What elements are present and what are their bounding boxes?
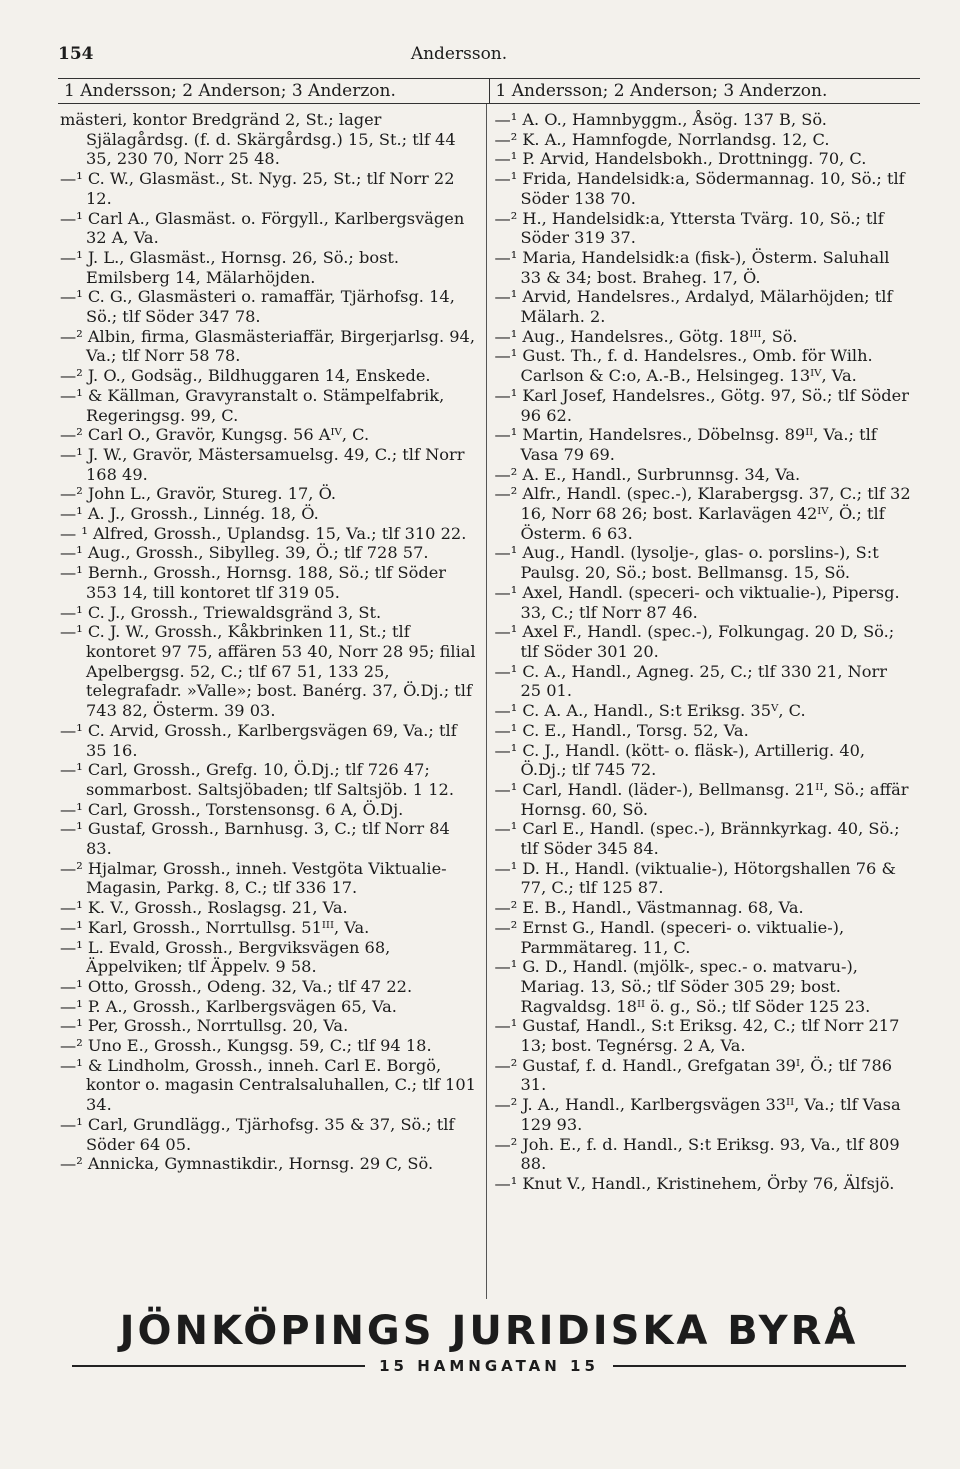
directory-entry: —² Uno E., Grossh., Kungsg. 59, C.; tlf 94 18.	[60, 1036, 432, 1056]
directory-entry: —¹ J. L., Glasmäst., Hornsg. 26, Sö.; bost. Emilsberg 14, Mälarhöjden.	[60, 247, 400, 287]
directory-entry: —¹ Karl Josef, Handelsres., Götg. 97, Sö.; tlf Söder 96 62.	[494, 385, 909, 425]
directory-entry: —¹ C. J., Grossh., Triewaldsgränd 3, St.	[60, 602, 382, 622]
directory-entry: mästeri, kontor Bredgränd 2, St.; lager Själagårdsg. (f. d. Skärgårdsg.) 15, St.; tlf 44 35, 230 70, Norr 25 48.	[60, 110, 456, 169]
directory-entry: —¹ Carl, Handl. (läder-), Bellmansg. 21ᴵᴵ, Sö.; affär Hornsg. 60, Sö.	[494, 779, 909, 819]
directory-entry: —² Albin, firma, Glasmästeriaffär, Birgerjarlsg. 94, Va.; tlf Norr 58 78.	[60, 326, 475, 366]
directory-entry: —¹ C. E., Handl., Torsg. 52, Va.	[494, 720, 749, 740]
directory-entry: —¹ C. J. W., Grossh., Kåkbrinken 11, St.; tlf kontoret 97 75, affären 53 40, Norr 28 95; filial Apelbergsg. 52, C.; tlf 67 51, 133 25, telegrafadr. »Valle»; bost. Banérg. 37, Ö.Dj.; tlf 743 82, Österm. 39 03.	[60, 622, 476, 721]
directory-entry: —² J. A., Handl., Karlbergsvägen 33ᴵᴵ, Va.; tlf Vasa 129 93.	[494, 1095, 901, 1134]
directory-entry: —² John L., Gravör, Stureg. 17, Ö.	[60, 484, 337, 504]
directory-entry: —¹ L. Evald, Grossh., Bergviksvägen 68, Äppelviken; tlf Äppelv. 9 58.	[60, 937, 391, 977]
directory-entry: —¹ C. W., Glasmäst., St. Nyg. 25, St.; tlf Norr 22 12.	[60, 169, 455, 208]
left-rule	[72, 1365, 365, 1367]
directory-entry: — ¹ Alfred, Grossh., Uplandsg. 15, Va.; tlf 310 22.	[60, 523, 467, 543]
running-head: Andersson.	[410, 44, 508, 64]
directory-entry: —¹ Knut V., Handl., Kristinehem, Örby 76, Älfsjö.	[494, 1173, 895, 1193]
column-headings	[58, 78, 920, 104]
directory-entry: —² Ernst G., Handl. (speceri- o. viktualie-), Parmmätareg. 11, C.	[494, 917, 845, 957]
directory-entry: —² J. O., Godsäg., Bildhuggaren 14, Enskede.	[60, 366, 431, 386]
directory-entry: —¹ Gustaf, Grossh., Barnhusg. 3, C.; tlf Norr 84 83.	[60, 819, 450, 859]
directory-entry: —¹ C. G., Glasmästeri o. ramaffär, Tjärhofsg. 14, Sö.; tlf Söder 347 78.	[60, 287, 455, 327]
directory-columns	[58, 104, 920, 1299]
directory-entry: —¹ Martin, Handelsres., Döbelnsg. 89ᴵᴵ, Va.; tlf Vasa 79 69.	[494, 425, 877, 464]
directory-entry: —¹ D. H., Handl. (viktualie-), Hötorgshallen 76 & 77, C.; tlf 125 87.	[494, 858, 896, 898]
directory-entry: —² A. E., Handl., Surbrunnsg. 34, Va.	[494, 464, 801, 484]
advert-address: 15 HAMNGATAN 15	[379, 1357, 599, 1375]
right-column	[487, 104, 921, 1299]
directory-entry: —¹ C. A. A., Handl., S:t Eriksg. 35ⱽ, C.	[494, 701, 806, 721]
directory-entry: —¹ Per, Grossh., Norrtullsg. 20, Va.	[60, 1016, 349, 1036]
directory-entry: —¹ P. Arvid, Handelsbokh., Drottningg. 70, C.	[494, 149, 867, 169]
directory-entry: —¹ Aug., Handl. (lysolje-, glas- o. porslins-), S:t Paulsg. 20, Sö.; bost. Bellmansg. 15, Sö.	[494, 543, 879, 583]
directory-entry: —¹ Karl, Grossh., Norrtullsg. 51ᴵᴵᴵ, Va.	[60, 917, 370, 937]
directory-entry: —¹ Otto, Grossh., Odeng. 32, Va.; tlf 47 22.	[60, 976, 413, 996]
directory-entry: —¹ Bernh., Grossh., Hornsg. 188, Sö.; tlf Söder 353 14, till kontoret tlf 319 05.	[60, 563, 447, 602]
directory-entry: —¹ Carl, Grossh., Grefg. 10, Ö.Dj.; tlf 726 47; sommarbost. Saltsjöbaden; tlf Saltsjöb. 1 12.	[60, 760, 454, 799]
directory-entry: —¹ Aug., Handelsres., Götg. 18ᴵᴵᴵ, Sö.	[494, 326, 798, 346]
directory-entry: —¹ Carl A., Glasmäst. o. Förgyll., Karlbergsvägen 32 A, Va.	[60, 208, 465, 248]
left-column	[58, 104, 487, 1299]
left-column-heading: 1 Andersson; 2 Anderson; 3 Anderzon.	[58, 79, 490, 103]
directory-entry: —¹ P. A., Grossh., Karlbergsvägen 65, Va.	[60, 996, 397, 1016]
directory-entry: —² Annicka, Gymnastikdir., Hornsg. 29 C, Sö.	[60, 1154, 434, 1174]
directory-entry: —¹ C. J., Handl. (kött- o. fläsk-), Artillerig. 40, Ö.Dj.; tlf 745 72.	[494, 740, 866, 780]
directory-entry: —¹ & Källman, Gravyranstalt o. Stämpelfabrik, Regeringsg. 99, C.	[60, 385, 445, 425]
directory-entry: —¹ J. W., Gravör, Mästersamuelsg. 49, C.; tlf Norr 168 49.	[60, 444, 465, 484]
directory-entry: —² Gustaf, f. d. Handl., Grefgatan 39ᴵ, Ö.; tlf 786 31.	[494, 1055, 893, 1095]
directory-entry: —¹ & Lindholm, Grossh., inneh. Carl E. Borgö, kontor o. magasin Centralsaluhallen, C.; tlf 101 34.	[60, 1055, 476, 1115]
advert-title: JÖNKÖPINGS JURIDISKA BYRÅ	[119, 1308, 859, 1354]
directory-entry: —¹ Arvid, Handelsres., Ardalyd, Mälarhöjden; tlf Mälarh. 2.	[494, 287, 893, 327]
directory-entry: —¹ Gustaf, Handl., S:t Eriksg. 42, C.; tlf Norr 217 13; bost. Tegnérsg. 2 A, Va.	[494, 1016, 900, 1056]
directory-entry: —¹ Axel, Handl. (speceri- och viktualie-), Pipersg. 33, C.; tlf Norr 87 46.	[494, 582, 900, 622]
directory-entry: —¹ A. J., Grossh., Linnég. 18, Ö.	[60, 504, 319, 524]
directory-entry: —¹ K. V., Grossh., Roslagsg. 21, Va.	[60, 898, 348, 918]
directory-entry: —² Joh. E., f. d. Handl., S:t Eriksg. 93, Va., tlf 809 88.	[494, 1134, 900, 1174]
directory-entry: —¹ A. O., Hamnbyggm., Åsög. 137 B, Sö.	[494, 110, 827, 129]
directory-entry: —¹ Gust. Th., f. d. Handelsres., Omb. för Wilh. Carlson & C:o, A.-B., Helsingeg. 13ᴵⱽ, Va.	[494, 346, 873, 386]
advert-address-line	[58, 1357, 920, 1375]
directory-entry: —² E. B., Handl., Västmannag. 68, Va.	[494, 898, 804, 918]
directory-entry: —² Alfr., Handl. (spec.-), Klarabergsg. 37, C.; tlf 32 16, Norr 68 26; bost. Karlavägen 42ᴵⱽ, Ö.; tlf Österm. 6 63.	[494, 484, 911, 543]
directory-entry: —¹ Axel F., Handl. (spec.-), Folkungag. 20 D, Sö.; tlf Söder 301 20.	[494, 622, 895, 661]
directory-entry: —² Hjalmar, Grossh., inneh. Vestgöta Viktualie-Magasin, Parkg. 8, C.; tlf 336 17.	[60, 858, 447, 898]
right-rule	[613, 1365, 906, 1367]
directory-entry: —² K. A., Hamnfogde, Norrlandsg. 12, C.	[494, 129, 830, 149]
directory-entry: —¹ Carl, Grossh., Torstensonsg. 6 A, Ö.Dj.	[60, 799, 404, 819]
directory-entry: —¹ Maria, Handelsidk:a (fisk-), Österm. Saluhall 33 & 34; bost. Braheg. 17, Ö.	[494, 247, 890, 287]
page-number: 154	[58, 44, 94, 64]
directory-entry: —¹ C. A., Handl., Agneg. 25, C.; tlf 330 21, Norr 25 01.	[494, 661, 888, 701]
directory-entry: —¹ Frida, Handelsidk:a, Södermannag. 10, Sö.; tlf Söder 138 70.	[494, 169, 905, 208]
directory-entry: —¹ Carl E., Handl. (spec.-), Brännkyrkag. 40, Sö.; tlf Söder 345 84.	[494, 819, 900, 859]
directory-entry: —² Carl O., Gravör, Kungsg. 56 Aᴵⱽ, C.	[60, 425, 370, 445]
directory-entry: —¹ C. Arvid, Grossh., Karlbergsvägen 69, Va.; tlf 35 16.	[60, 720, 457, 760]
page-header	[58, 44, 920, 78]
directory-entry: —¹ G. D., Handl. (mjölk-, spec.- o. matvaru-), Mariag. 13, Sö.; tlf Söder 305 29; bost. Ragvaldsg. 18ᴵᴵ ö. g., Sö.; tlf Söder 125 23.	[494, 957, 871, 1016]
right-column-heading: 1 Andersson; 2 Anderson; 3 Anderzon.	[495, 81, 828, 101]
directory-entry: —¹ Aug., Grossh., Sibylleg. 39, Ö.; tlf 728 57.	[60, 543, 429, 563]
directory-entry: —² H., Handelsidk:a, Yttersta Tvärg. 10, Sö.; tlf Söder 319 37.	[494, 208, 884, 248]
directory-entry: —¹ Carl, Grundlägg., Tjärhofsg. 35 & 37, Sö.; tlf Söder 64 05.	[60, 1114, 455, 1154]
